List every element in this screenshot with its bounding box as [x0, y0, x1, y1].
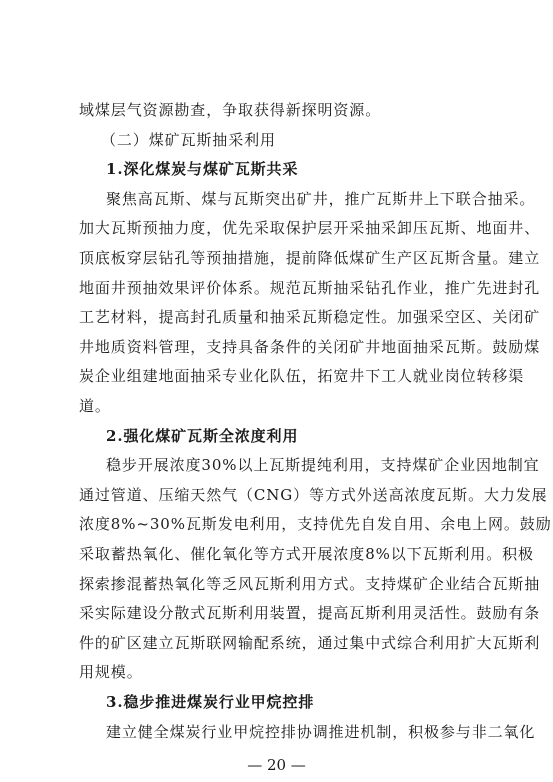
paragraph-line: 用规模。	[79, 663, 143, 682]
paragraph-line: 采取蓄热氧化、催化氧化等方式开展浓度8%以下瓦斯利用。积极	[79, 545, 534, 563]
section-heading: （二）煤矿瓦斯抽采利用	[101, 130, 276, 149]
paragraph-line: 地面井预抽效果评价体系。规范瓦斯抽采钻孔作业，推广先进封孔	[79, 278, 541, 297]
body-text-line: 域煤层气资源勘查，争取获得新探明资源。	[79, 101, 382, 119]
paragraph-line: 道。	[79, 397, 111, 415]
paragraph-line: 浓度8%~30%瓦斯发电利用，支持优先自发自用、余电上网。鼓励	[79, 515, 552, 534]
paragraph-line: 探索掺混蓄热氧化等乏风瓦斯利用方式。支持煤矿企业结合瓦斯抽	[79, 574, 541, 593]
subsection-heading: 2.强化煤矿瓦斯全浓度利用	[106, 426, 299, 445]
paragraph-line: 采实际建设分散式瓦斯利用装置，提高瓦斯利用灵活性。鼓励有条	[79, 604, 541, 623]
subsection-heading: 1.深化煤炭与煤矿瓦斯共采	[106, 160, 299, 179]
paragraph-line: 件的矿区建立瓦斯联网输配系统，通过集中式综合利用扩大瓦斯利	[79, 633, 541, 652]
paragraph-line: 建立健全煤炭行业甲烷控排协调推进机制，积极参与非二氧化	[106, 722, 536, 741]
paragraph-line: 稳步开展浓度30%以上瓦斯提纯利用，支持煤矿企业因地制宜	[106, 456, 540, 475]
paragraph-line: 炭企业组建地面抽采专业化队伍，拓宽井下工人就业岗位转移渠	[79, 367, 525, 386]
page-number: — 20 —	[247, 756, 306, 775]
paragraph-line: 顶底板穿层钻孔等预抽措施，提前降低煤矿生产区瓦斯含量。建立	[79, 249, 541, 267]
paragraph-line: 通过管道、压缩天然气（CNG）等方式外送高浓度瓦斯。大力发展	[79, 485, 548, 504]
paragraph-line: 加大瓦斯预抽力度，优先采取保护层开采抽采卸压瓦斯、地面井、	[79, 219, 541, 238]
subsection-heading: 3.稳步推进煤炭行业甲烷控排	[106, 693, 315, 711]
paragraph-line: 井地质资料管理，支持具备条件的关闭矿井地面抽采瓦斯。鼓励煤	[79, 337, 541, 356]
paragraph-line: 聚焦高瓦斯、煤与瓦斯突出矿井，推广瓦斯井上下联合抽采。	[106, 189, 536, 208]
paragraph-line: 工艺材料，提高封孔质量和抽采瓦斯稳定性。加强采空区、关闭矿	[79, 308, 541, 327]
